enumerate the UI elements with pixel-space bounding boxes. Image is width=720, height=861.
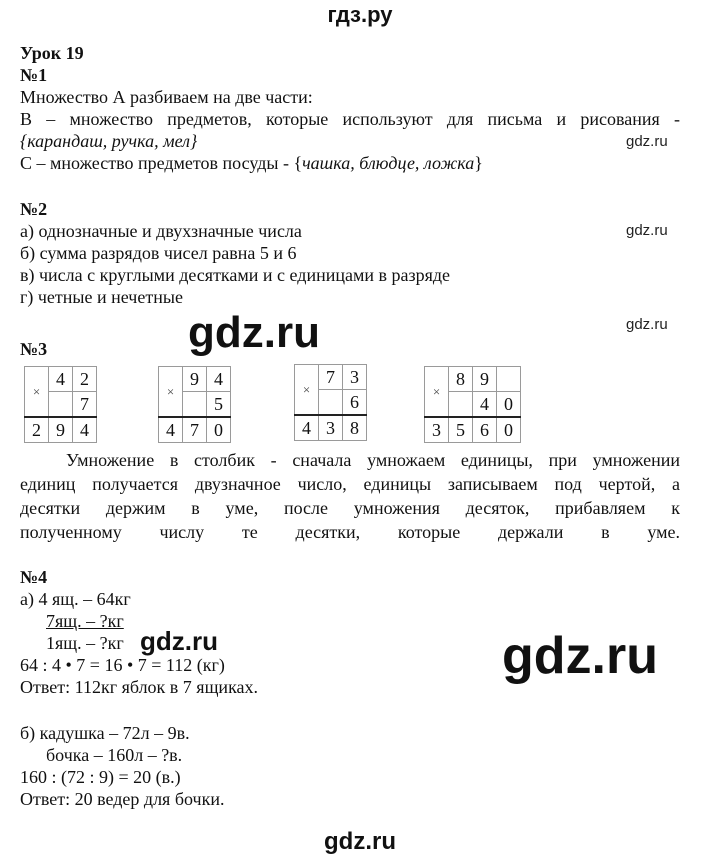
grid-cell [319, 390, 343, 416]
grid-cell [49, 392, 73, 418]
grid-cell: 8 [449, 367, 473, 392]
multiply-sign: × [295, 365, 319, 416]
grid-cell [449, 392, 473, 418]
task1-line4-suffix: } [474, 153, 483, 173]
multiplication-grid-2 [158, 366, 231, 443]
grid-cell: 7 [183, 417, 207, 443]
task1-number: №1 [20, 65, 48, 85]
task4-b-line4: Ответ: 20 ведер для бочки. [20, 789, 225, 809]
task2-d: г) четные и нечетные [20, 287, 183, 307]
multiply-sign: × [25, 367, 49, 418]
grid-cell: 4 [49, 367, 73, 392]
site-header: гдз.ру [327, 2, 393, 27]
grid-cell: 0 [207, 417, 231, 443]
task2-number: №2 [20, 199, 48, 219]
task4-a-line4: 64 : 4 • 7 = 16 • 7 = 112 (кг) [20, 655, 225, 675]
watermark-small-1: gdz.ru [626, 133, 668, 150]
task1-line4 [20, 152, 483, 174]
grid-cell: 9 [473, 367, 497, 392]
grid-cell [183, 392, 207, 418]
watermark-medium: gdz.ru [140, 626, 218, 656]
task3-number: №3 [20, 339, 48, 359]
task4-a-line2: 7ящ. – ?кг [46, 611, 124, 631]
task2-b: б) сумма разрядов чисел равна 5 и 6 [20, 243, 297, 263]
grid-cell: 9 [49, 417, 73, 443]
footer-watermark: gdz.ru [324, 828, 396, 855]
grid-cell: 4 [295, 415, 319, 441]
grid-cell: 6 [473, 417, 497, 443]
grid-cell [497, 367, 521, 392]
watermark-big-1: gdz.ru [188, 308, 320, 357]
grid-cell: 2 [73, 367, 97, 392]
task1-line2: В – множество предметов, которые используют для письма и рисования - [20, 109, 680, 129]
task1-line3 [20, 130, 197, 152]
grid-cell: 3 [319, 415, 343, 441]
multiplication-grid-3 [294, 364, 367, 441]
task3-paragraph-line4: полученному числу те десятки, которые держали в уме. [20, 522, 680, 542]
task2-a: а) однозначные и двухзначные числа [20, 221, 302, 241]
task1-line1: Множество А разбиваем на две части: [20, 87, 313, 107]
grid-cell: 4 [207, 367, 231, 392]
lesson-title: Урок 19 [20, 43, 84, 63]
task4-b-line2: бочка – 160л – ?в. [46, 745, 183, 765]
grid-cell: 3 [343, 365, 367, 390]
grid-cell: 0 [497, 417, 521, 443]
grid-cell: 7 [319, 365, 343, 390]
watermark-big-2: gdz.ru [502, 627, 658, 685]
grid-cell: 4 [159, 417, 183, 443]
grid-cell: 9 [183, 367, 207, 392]
task3-paragraph-line2: единиц получается двузначное число, единицы записываем под чертой, а [20, 474, 680, 494]
task4-a-line5: Ответ: 112кг яблок в 7 ящиках. [20, 677, 259, 697]
task4-b-line3: 160 : (72 : 9) = 20 (в.) [20, 767, 181, 787]
task4-b-line1: б) кадушка – 72л – 9в. [20, 723, 190, 743]
multiply-sign: × [159, 367, 183, 418]
grid-cell: 3 [425, 417, 449, 443]
watermark-small-3: gdz.ru [626, 316, 668, 333]
task4-a-line1: а) 4 ящ. – 64кг [20, 589, 131, 609]
grid-cell: 4 [73, 417, 97, 443]
task4-number: №4 [20, 567, 48, 587]
grid-cell: 0 [497, 392, 521, 418]
task2-c: в) числа с круглыми десятками и с единицами в разряде [20, 265, 451, 285]
task4-a-line3: 1ящ. – ?кг [46, 633, 124, 653]
grid-cell: 7 [73, 392, 97, 418]
grid-cell: 5 [449, 417, 473, 443]
grid-cell: 8 [343, 415, 367, 441]
task1-set-c: чашка, блюдце, ложка [302, 153, 475, 173]
grid-cell: 5 [207, 392, 231, 418]
task3-paragraph-line1: Умножение в столбик - сначала умножаем единицы, при умножении [66, 450, 680, 470]
watermark-small-2: gdz.ru [626, 222, 668, 239]
grid-cell: 6 [343, 390, 367, 416]
multiplication-grid-4 [424, 366, 521, 443]
task1-line4-prefix: С – множество предметов посуды - { [20, 153, 303, 173]
task3-paragraph-line3: десятки держим в уме, после умножения десяток, прибавляем к [20, 498, 680, 518]
task1-set-b: {карандаш, ручка, мел} [20, 131, 198, 151]
grid-cell: 4 [473, 392, 497, 418]
grid-cell: 2 [25, 417, 49, 443]
multiplication-grid-1 [24, 366, 97, 443]
multiply-sign: × [425, 367, 449, 418]
